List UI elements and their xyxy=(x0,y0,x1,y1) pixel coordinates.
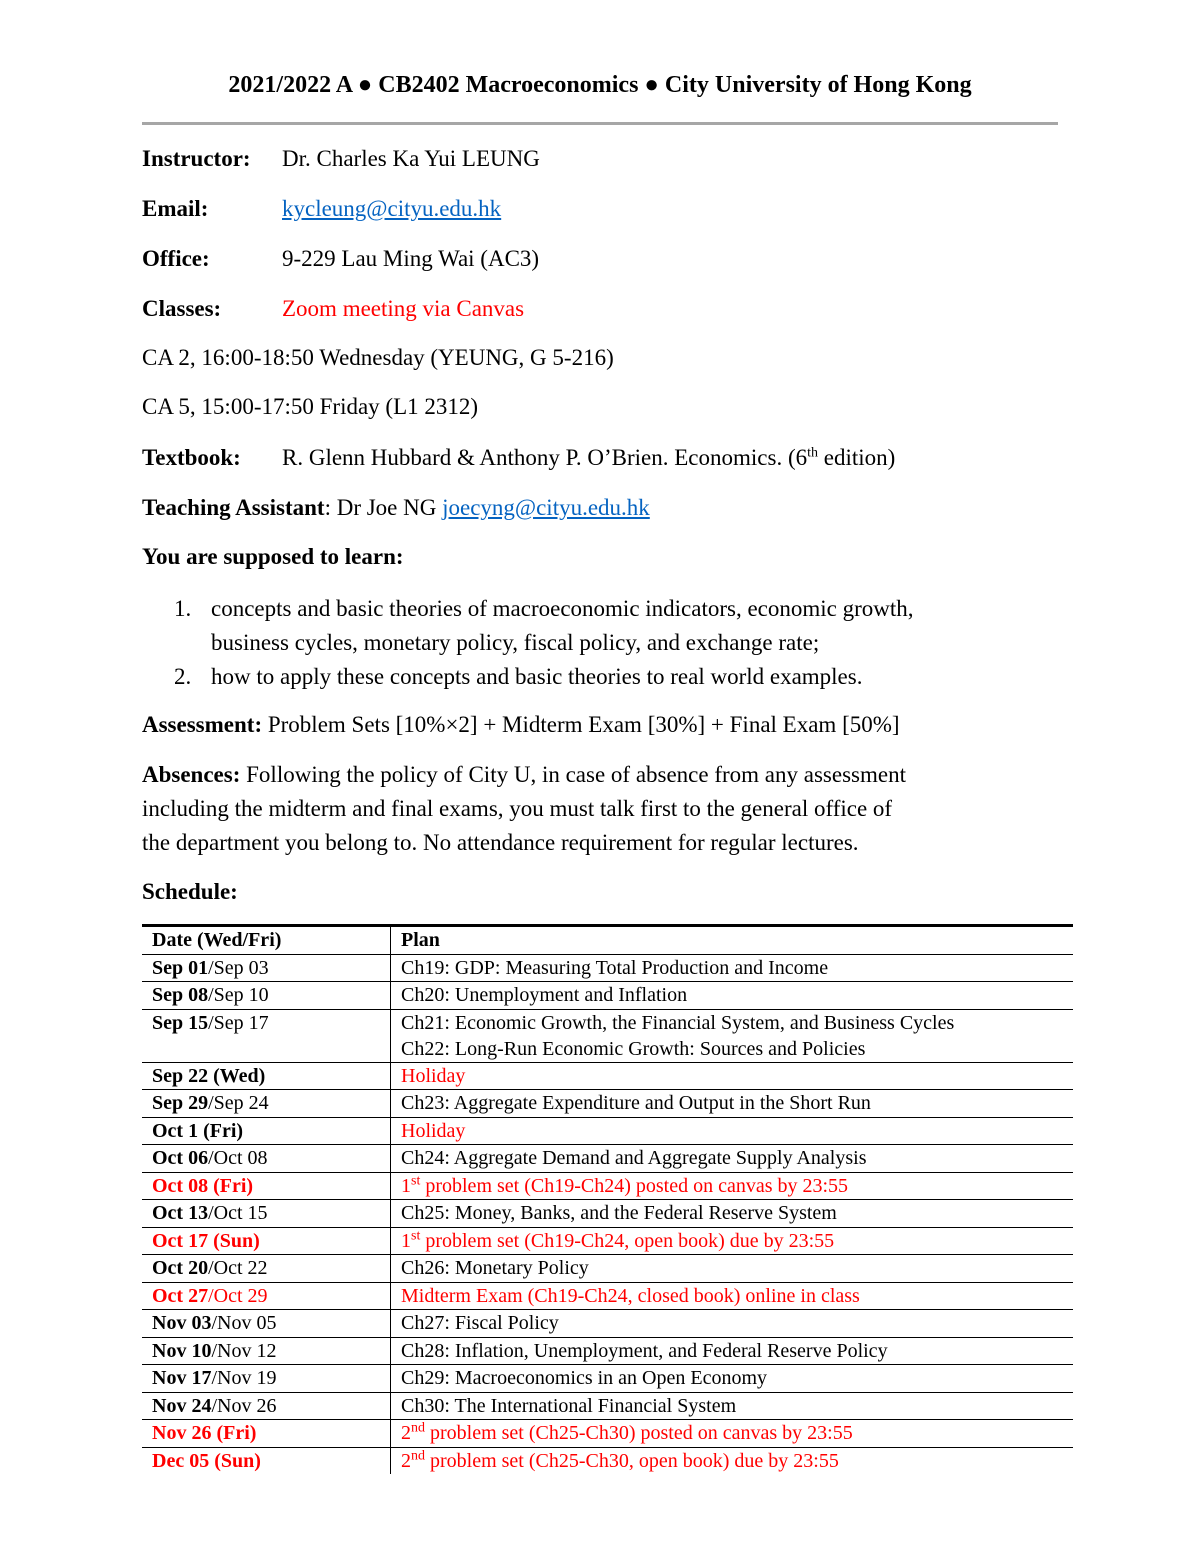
date-secondary: /Nov 05 xyxy=(211,1312,277,1334)
plan-cell: Ch19: GDP: Measuring Total Production and Income xyxy=(391,954,1074,982)
column-header-plan: Plan xyxy=(391,926,1074,955)
table-row xyxy=(142,1420,1073,1448)
textbook-text: R. Glenn Hubbard & Anthony P. O’Brien. Economics. (6 xyxy=(282,445,808,470)
date-primary: Nov 03 xyxy=(152,1312,212,1334)
classes-line xyxy=(142,294,525,324)
date-secondary: /Oct 29 xyxy=(208,1284,268,1307)
table-row xyxy=(142,1009,1073,1062)
ordinal: 2 xyxy=(401,1449,411,1472)
date-cell xyxy=(142,1365,391,1393)
date-cell xyxy=(142,1009,391,1062)
plan-cell: Ch28: Inflation, Unemployment, and Federal Reserve Policy xyxy=(391,1337,1074,1365)
date-primary: Oct 20 xyxy=(152,1257,209,1279)
plan-cell: Ch24: Aggregate Demand and Aggregate Supply Analysis xyxy=(391,1145,1074,1173)
office-line xyxy=(142,244,540,274)
table-row xyxy=(142,1117,1073,1145)
table-row xyxy=(142,1310,1073,1338)
table-row xyxy=(142,1392,1073,1420)
date-cell: Oct 17 (Sun) xyxy=(142,1227,391,1255)
list-item-text: business cycles, monetary policy, fiscal policy, and exchange rate; xyxy=(211,630,820,655)
date-cell xyxy=(142,1090,391,1118)
schedule-table xyxy=(142,924,1073,1474)
date-primary: Oct 27 xyxy=(152,1284,209,1307)
date-secondary: /Oct 08 xyxy=(208,1147,268,1169)
plan-cell: Ch30: The International Financial System xyxy=(391,1392,1074,1420)
table-row xyxy=(142,1172,1073,1200)
ordinal-suffix: st xyxy=(411,1227,421,1243)
date-primary: Nov 10 xyxy=(152,1339,212,1362)
plan-cell xyxy=(391,1420,1074,1448)
email-line xyxy=(142,194,502,224)
date-primary: Nov 24 xyxy=(152,1394,212,1417)
plan-cell: Ch20: Unemployment and Inflation xyxy=(391,982,1074,1010)
plan-cell xyxy=(391,1447,1074,1474)
date-cell: Oct 08 (Fri) xyxy=(142,1172,391,1200)
ta-label: Teaching Assistant xyxy=(142,495,325,520)
date-cell: Dec 05 (Sun) xyxy=(142,1447,391,1474)
plan-text: Ch22: Long-Run Economic Growth: Sources and Policies xyxy=(401,1037,866,1060)
instructor-label: Instructor: xyxy=(142,146,251,171)
plan-cell: Holiday xyxy=(391,1117,1074,1145)
date-cell xyxy=(142,1310,391,1338)
table-row xyxy=(142,1365,1073,1393)
plan-cell xyxy=(391,1172,1074,1200)
plan-cell: Ch26: Monetary Policy xyxy=(391,1255,1074,1283)
date-cell xyxy=(142,1337,391,1365)
schedule-heading: Schedule: xyxy=(142,879,238,904)
plan-cell: Ch23: Aggregate Expenditure and Output in the Short Run xyxy=(391,1090,1074,1118)
absences-text: including the midterm and final exams, you must talk first to the general office of xyxy=(142,796,893,821)
date-primary: Sep 08 xyxy=(152,984,209,1006)
date-cell xyxy=(142,1392,391,1420)
date-cell: Nov 26 (Fri) xyxy=(142,1420,391,1448)
header-divider xyxy=(142,122,1058,125)
date-primary: Sep 15 xyxy=(152,1011,209,1034)
plan-text: Ch21: Economic Growth, the Financial System, and Business Cycles xyxy=(401,1011,955,1034)
plan-cell: Holiday xyxy=(391,1062,1074,1090)
assessment-line xyxy=(142,708,1072,742)
table-row xyxy=(142,1255,1073,1283)
textbook-text-end: edition) xyxy=(818,445,896,470)
instructor-line xyxy=(142,144,540,174)
ca5-line: CA 5, 15:00-17:50 Friday (L1 2312) xyxy=(142,394,479,419)
absences-label: Absences: xyxy=(142,762,241,787)
assessment-label: Assessment: xyxy=(142,712,263,737)
date-secondary: /Oct 15 xyxy=(208,1202,268,1224)
learn-heading: You are supposed to learn: xyxy=(142,544,404,569)
page-header: 2021/2022 A ● CB2402 Macroeconomics ● City University of Hong Kong xyxy=(228,72,972,98)
date-secondary: /Nov 19 xyxy=(211,1367,277,1389)
list-item xyxy=(174,592,1074,660)
table-row xyxy=(142,1337,1073,1365)
email-link[interactable]: kycleung@cityu.edu.hk xyxy=(282,196,502,221)
plan-cell: Ch25: Money, Banks, and the Federal Reserve System xyxy=(391,1200,1074,1228)
textbook-line xyxy=(142,443,896,473)
list-item xyxy=(174,660,1074,694)
office-value: 9-229 Lau Ming Wai (AC3) xyxy=(282,246,540,271)
learning-list xyxy=(174,592,1074,694)
classes-value: Zoom meeting via Canvas xyxy=(282,296,525,321)
table-row xyxy=(142,1145,1073,1173)
ordinal-suffix: st xyxy=(411,1172,421,1188)
plan-cell: Ch27: Fiscal Policy xyxy=(391,1310,1074,1338)
date-cell xyxy=(142,1282,391,1310)
date-cell xyxy=(142,982,391,1010)
column-header-date: Date (Wed/Fri) xyxy=(142,926,391,955)
table-row xyxy=(142,982,1073,1010)
list-number: 2. xyxy=(174,664,192,689)
date-cell xyxy=(142,1145,391,1173)
date-cell: Sep 22 (Wed) xyxy=(142,1062,391,1090)
ordinal: 2 xyxy=(401,1422,411,1444)
ordinal: 1 xyxy=(401,1229,411,1252)
ca2-line: CA 2, 16:00-18:50 Wednesday (YEUNG, G 5-216) xyxy=(142,345,614,370)
classes-label: Classes: xyxy=(142,296,222,321)
table-row xyxy=(142,1090,1073,1118)
ta-line xyxy=(142,493,650,523)
plan-cell: Midterm Exam (Ch19-Ch24, closed book) online in class xyxy=(391,1282,1074,1310)
date-cell xyxy=(142,1200,391,1228)
date-primary: Nov 17 xyxy=(152,1367,212,1389)
plan-text: problem set (Ch19-Ch24, open book) due by 23:55 xyxy=(420,1229,835,1252)
date-cell xyxy=(142,954,391,982)
plan-text: problem set (Ch25-Ch30) posted on canvas by 23:55 xyxy=(425,1422,853,1444)
email-label: Email: xyxy=(142,196,209,221)
plan-text: problem set (Ch25-Ch30, open book) due by 23:55 xyxy=(425,1449,839,1472)
date-secondary: /Nov 12 xyxy=(211,1339,277,1362)
date-secondary: /Sep 17 xyxy=(208,1011,269,1034)
textbook-label: Textbook: xyxy=(142,445,241,470)
instructor-value: Dr. Charles Ka Yui LEUNG xyxy=(282,146,540,171)
office-label: Office: xyxy=(142,246,210,271)
table-row xyxy=(142,954,1073,982)
ordinal: 1 xyxy=(401,1174,411,1197)
ta-email-link[interactable]: joecyng@cityu.edu.hk xyxy=(442,495,650,520)
table-row xyxy=(142,1282,1073,1310)
table-row xyxy=(142,1062,1073,1090)
absences-text: the department you belong to. No attendance requirement for regular lectures. xyxy=(142,830,859,855)
date-primary: Oct 13 xyxy=(152,1202,209,1224)
ordinal-suffix: nd xyxy=(411,1447,425,1463)
date-primary: Sep 01 xyxy=(152,956,209,979)
ordinal-suffix: nd xyxy=(411,1420,425,1436)
textbook-sup: th xyxy=(807,445,819,461)
table-header-row xyxy=(142,926,1073,955)
plan-cell xyxy=(391,1227,1074,1255)
list-item-text: how to apply these concepts and basic theories to real world examples. xyxy=(211,664,863,689)
table-row xyxy=(142,1227,1073,1255)
textbook-value xyxy=(282,443,895,473)
list-number: 1. xyxy=(174,596,192,621)
date-primary: Oct 06 xyxy=(152,1147,209,1169)
table-row xyxy=(142,1200,1073,1228)
date-secondary: /Sep 24 xyxy=(208,1092,269,1114)
date-secondary: /Sep 10 xyxy=(208,984,269,1006)
table-row xyxy=(142,1447,1073,1474)
date-primary: Sep 29 xyxy=(152,1092,209,1114)
ta-name: : Dr Joe NG xyxy=(324,495,443,520)
list-item-text: concepts and basic theories of macroeconomic indicators, economic growth, xyxy=(211,596,914,621)
plan-text: problem set (Ch19-Ch24) posted on canvas by 23:55 xyxy=(420,1174,849,1197)
plan-cell: Ch29: Macroeconomics in an Open Economy xyxy=(391,1365,1074,1393)
absences-paragraph xyxy=(142,758,1072,860)
absences-text: Following the policy of City U, in case of absence from any assessment xyxy=(240,762,906,787)
date-secondary: /Nov 26 xyxy=(211,1394,277,1417)
plan-cell xyxy=(391,1009,1074,1062)
date-cell xyxy=(142,1255,391,1283)
assessment-text: Problem Sets [10%×2] + Midterm Exam [30%] + Final Exam [50%] xyxy=(262,712,900,737)
date-secondary: /Oct 22 xyxy=(208,1257,268,1279)
date-cell: Oct 1 (Fri) xyxy=(142,1117,391,1145)
date-secondary: /Sep 03 xyxy=(208,956,269,979)
